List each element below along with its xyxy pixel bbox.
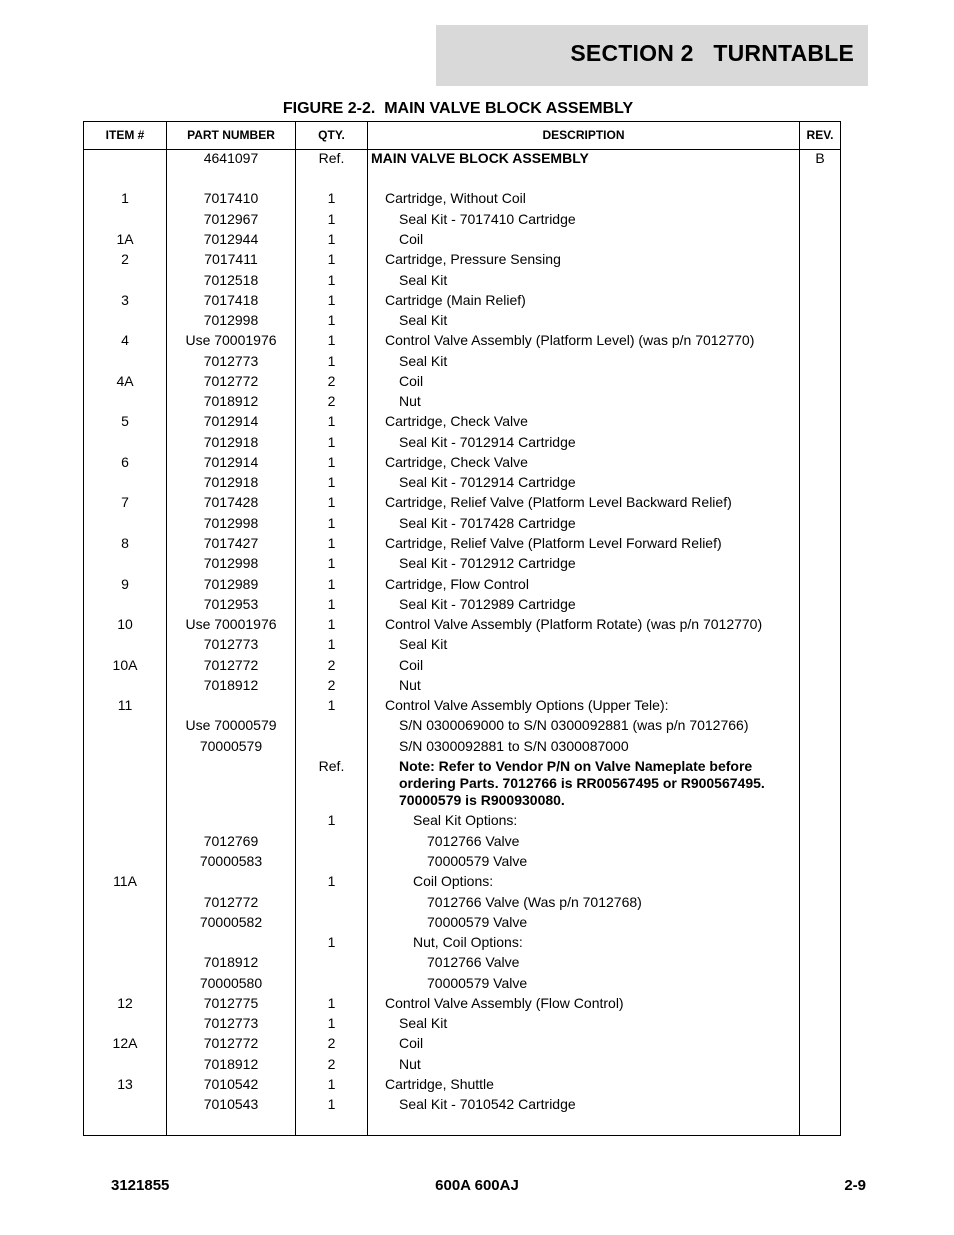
description: Seal Kit — [399, 636, 448, 652]
item-number: 1 — [121, 190, 129, 206]
description: Cartridge, Check Valve — [385, 413, 528, 429]
column-divider — [367, 122, 368, 1135]
description: Seal Kit — [399, 353, 448, 369]
description: Cartridge, Without Coil — [385, 190, 526, 206]
quantity: Ref. — [318, 150, 345, 166]
quantity: 1 — [327, 434, 336, 450]
description: Note: Refer to Vendor P/N on Valve Nameplate before ordering Parts. 7012766 is RR00567495 or R900567495. 70000579 is R900930080. — [399, 758, 765, 808]
part-number: 7012773 — [203, 1015, 259, 1031]
header-part-number: PART NUMBER — [187, 128, 275, 142]
item-number: 12 — [117, 995, 133, 1011]
part-number: 70000580 — [199, 975, 263, 991]
section-title: SECTION 2 TURNTABLE — [570, 40, 854, 66]
part-number: 7012772 — [203, 373, 259, 389]
description: Control Valve Assembly (Flow Control) — [385, 995, 624, 1011]
part-number: 7012918 — [203, 474, 259, 490]
description: MAIN VALVE BLOCK ASSEMBLY — [371, 150, 589, 166]
part-number: 7012989 — [203, 576, 259, 592]
description: Cartridge, Flow Control — [385, 576, 529, 592]
item-number: 9 — [121, 576, 129, 592]
quantity: 1 — [327, 1015, 336, 1031]
description: Seal Kit - 7012914 Cartridge — [399, 434, 576, 450]
part-number: 7012998 — [203, 312, 259, 328]
item-number: 2 — [121, 251, 129, 267]
quantity: 1 — [327, 231, 336, 247]
quantity: 1 — [327, 332, 336, 348]
description: Seal Kit — [399, 272, 448, 288]
part-number: 7012998 — [203, 555, 259, 571]
part-number: 7018912 — [203, 1056, 259, 1072]
part-number: 7012918 — [203, 434, 259, 450]
item-number: 8 — [121, 535, 129, 551]
part-number: 70000583 — [199, 853, 263, 869]
quantity: 1 — [327, 251, 336, 267]
quantity: 1 — [327, 454, 336, 470]
quantity: 2 — [327, 393, 336, 409]
part-number: 7017410 — [203, 190, 259, 206]
description: Control Valve Assembly Options (Upper Tele): — [385, 697, 669, 713]
part-number: 7018912 — [203, 677, 259, 693]
description: Seal Kit — [399, 312, 448, 328]
item-number: 4 — [121, 332, 129, 348]
revision: B — [815, 150, 825, 166]
description: Control Valve Assembly (Platform Level) (was p/n 7012770) — [385, 332, 755, 348]
part-number: 7012967 — [203, 211, 259, 227]
part-number: Use 70001976 — [185, 616, 277, 632]
description: Seal Kit Options: — [413, 812, 518, 828]
part-number: 7017427 — [203, 535, 259, 551]
quantity: 1 — [327, 515, 336, 531]
part-number: 7012998 — [203, 515, 259, 531]
part-number: 7012773 — [203, 353, 259, 369]
part-number: 7012775 — [203, 995, 259, 1011]
part-number: 7017418 — [203, 292, 259, 308]
description: Seal Kit - 7012989 Cartridge — [399, 596, 576, 612]
quantity: 1 — [327, 873, 336, 889]
quantity: Ref. — [318, 758, 345, 774]
description: Coil — [399, 657, 424, 673]
part-number: 7012772 — [203, 894, 259, 910]
part-number: 7012772 — [203, 657, 259, 673]
quantity: 1 — [327, 211, 336, 227]
header-rev: REV. — [806, 128, 834, 142]
quantity: 1 — [327, 616, 336, 632]
item-number: 11A — [113, 873, 137, 889]
description: Cartridge (Main Relief) — [385, 292, 526, 308]
table-header — [84, 122, 840, 150]
quantity: 2 — [327, 677, 336, 693]
quantity: 2 — [327, 1035, 336, 1051]
item-number: 11 — [117, 697, 133, 713]
part-number: 7012914 — [203, 413, 259, 429]
part-number: 7012914 — [203, 454, 259, 470]
part-number: 7012944 — [203, 231, 259, 247]
part-number: Use 70000579 — [185, 717, 277, 733]
description: 70000579 Valve — [427, 975, 528, 991]
description: Control Valve Assembly (Platform Rotate) (was p/n 7012770) — [385, 616, 763, 632]
description: Coil Options: — [413, 873, 494, 889]
description: Seal Kit - 7017428 Cartridge — [399, 515, 576, 531]
quantity: 1 — [327, 812, 336, 828]
quantity: 1 — [327, 934, 336, 950]
footer-doc-number: 3121855 — [111, 1177, 170, 1194]
section-header-box — [436, 25, 868, 86]
description: Coil — [399, 1035, 424, 1051]
description: Seal Kit - 7017410 Cartridge — [399, 211, 576, 227]
quantity: 1 — [327, 697, 336, 713]
description: Coil — [399, 373, 424, 389]
description: S/N 0300092881 to S/N 0300087000 — [399, 738, 629, 754]
part-number: 7012773 — [203, 636, 259, 652]
quantity: 1 — [327, 636, 336, 652]
description: Cartridge, Shuttle — [385, 1076, 494, 1092]
description: S/N 0300069000 to S/N 0300092881 (was p/n 7012766) — [399, 717, 749, 733]
part-number: 7012953 — [203, 596, 259, 612]
part-number: 7010543 — [203, 1096, 259, 1112]
item-number: 10 — [117, 616, 133, 632]
quantity: 1 — [327, 474, 336, 490]
quantity: 1 — [327, 596, 336, 612]
quantity: 1 — [327, 494, 336, 510]
description: Cartridge, Relief Valve (Platform Level Backward Relief) — [385, 494, 732, 510]
part-number: 4641097 — [203, 150, 259, 166]
footer-model — [0, 1177, 954, 1194]
description: 70000579 Valve — [427, 914, 528, 930]
description: Nut, Coil Options: — [413, 934, 523, 950]
item-number: 3 — [121, 292, 129, 308]
quantity: 1 — [327, 535, 336, 551]
part-number: 7018912 — [203, 393, 259, 409]
part-number: 7017411 — [204, 251, 258, 267]
part-number: 7012772 — [203, 1035, 259, 1051]
item-number: 13 — [117, 1076, 133, 1092]
quantity: 1 — [327, 413, 336, 429]
header-qty: QTY. — [318, 128, 345, 142]
part-number: 7012769 — [203, 833, 259, 849]
quantity: 2 — [327, 1056, 336, 1072]
description: 70000579 Valve — [427, 853, 528, 869]
column-divider — [799, 122, 800, 1135]
item-number: 4A — [116, 373, 134, 389]
description: Nut — [399, 1056, 421, 1072]
description: 7012766 Valve — [427, 954, 520, 970]
item-number: 10A — [112, 657, 138, 673]
description: Seal Kit - 7010542 Cartridge — [399, 1096, 576, 1112]
footer-model-text: 600A 600AJ — [435, 1177, 519, 1194]
part-number: Use 70001976 — [185, 332, 277, 348]
header-item: ITEM # — [105, 128, 145, 142]
item-number: 1A — [116, 231, 134, 247]
header-description: DESCRIPTION — [542, 128, 625, 142]
quantity: 1 — [327, 1096, 336, 1112]
part-number: 70000582 — [199, 914, 263, 930]
description: 7012766 Valve — [427, 833, 520, 849]
item-number: 12A — [112, 1035, 138, 1051]
description: Cartridge, Pressure Sensing — [385, 251, 561, 267]
part-number: 7018912 — [203, 954, 259, 970]
description: Seal Kit — [399, 1015, 448, 1031]
description: Seal Kit - 7012912 Cartridge — [399, 555, 576, 571]
quantity: 2 — [327, 657, 336, 673]
description: 7012766 Valve (Was p/n 7012768) — [427, 894, 642, 910]
part-number: 7012518 — [203, 272, 259, 288]
quantity: 1 — [327, 272, 336, 288]
footer-page-number: 2-9 — [844, 1177, 866, 1194]
quantity: 1 — [327, 190, 336, 206]
description: Nut — [399, 393, 421, 409]
description: Cartridge, Relief Valve (Platform Level Forward Relief) — [385, 535, 722, 551]
description: Cartridge, Check Valve — [385, 454, 528, 470]
description: Coil — [399, 231, 424, 247]
item-number: 5 — [121, 413, 129, 429]
quantity: 1 — [327, 292, 336, 308]
description: Seal Kit - 7012914 Cartridge — [399, 474, 576, 490]
part-number: 7017428 — [203, 494, 259, 510]
figure-title-text: FIGURE 2-2. MAIN VALVE BLOCK ASSEMBLY — [282, 100, 634, 117]
quantity: 1 — [327, 576, 336, 592]
figure-title — [0, 100, 954, 118]
quantity: 1 — [327, 555, 336, 571]
quantity: 1 — [327, 312, 336, 328]
quantity: 1 — [327, 353, 336, 369]
quantity: 1 — [327, 995, 336, 1011]
item-number: 6 — [121, 454, 129, 470]
quantity: 1 — [327, 1076, 336, 1092]
quantity: 2 — [327, 373, 336, 389]
item-number: 7 — [121, 494, 129, 510]
description: Nut — [399, 677, 421, 693]
part-number: 7010542 — [203, 1076, 259, 1092]
part-number: 70000579 — [199, 738, 263, 754]
parts-table — [83, 121, 841, 1136]
